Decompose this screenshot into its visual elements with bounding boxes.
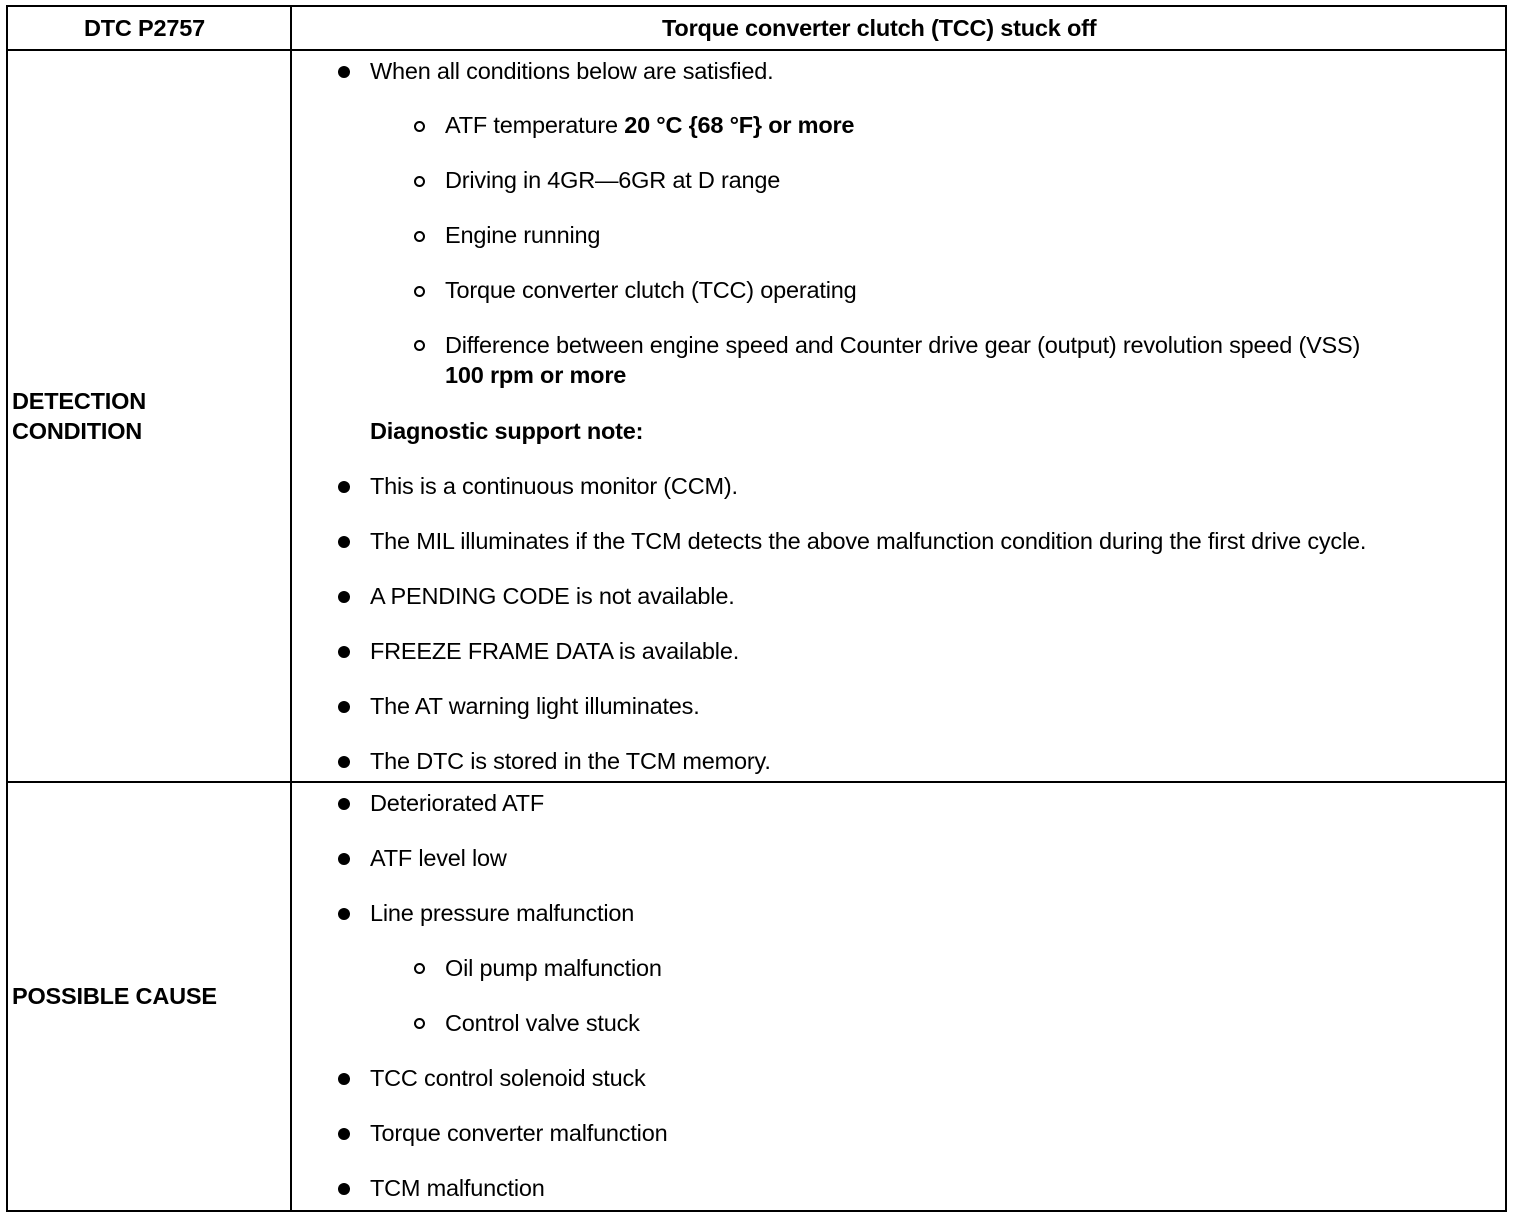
condition-speed-difference-value: 100 rpm or more bbox=[445, 362, 627, 388]
detection-condition-label-line1: DETECTION bbox=[12, 388, 146, 414]
cause-subitem: Oil pump malfunction bbox=[445, 955, 662, 981]
cause-item: Line pressure malfunction bbox=[370, 900, 635, 926]
dtc-code-header: DTC P2757 bbox=[84, 15, 205, 41]
bullet-icon bbox=[338, 908, 350, 920]
note-item: A PENDING CODE is not available. bbox=[370, 583, 735, 609]
cause-item: Deteriorated ATF bbox=[370, 790, 544, 816]
detection-intro: When all conditions below are satisfied. bbox=[370, 58, 774, 84]
bullet-icon bbox=[338, 1073, 350, 1085]
condition-driving: Driving in 4GR—6GR at D range bbox=[445, 167, 781, 193]
note-item: This is a continuous monitor (CCM). bbox=[370, 473, 738, 499]
condition-speed-difference: Difference between engine speed and Counter drive gear (output) revolution speed (VSS) bbox=[445, 332, 1361, 358]
column-divider bbox=[290, 7, 292, 1210]
cause-item: Torque converter malfunction bbox=[370, 1120, 668, 1146]
bullet-icon bbox=[338, 646, 350, 658]
circle-bullet-icon bbox=[414, 231, 425, 242]
row-divider bbox=[8, 781, 1505, 783]
note-item: The DTC is stored in the TCM memory. bbox=[370, 748, 771, 774]
circle-bullet-icon bbox=[414, 340, 425, 351]
condition-atf-prefix: ATF temperature bbox=[445, 112, 625, 138]
bullet-icon bbox=[338, 591, 350, 603]
header-divider bbox=[8, 49, 1505, 51]
cause-item: TCM malfunction bbox=[370, 1175, 545, 1201]
note-item: The MIL illuminates if the TCM detects the above malfunction condition during the first drive cycle. bbox=[370, 528, 1367, 554]
circle-bullet-icon bbox=[414, 176, 425, 187]
condition-engine: Engine running bbox=[445, 222, 601, 248]
possible-cause-label: POSSIBLE CAUSE bbox=[12, 983, 217, 1009]
bullet-icon bbox=[338, 701, 350, 713]
bullet-icon bbox=[338, 481, 350, 493]
bullet-icon bbox=[338, 1183, 350, 1195]
bullet-icon bbox=[338, 66, 350, 78]
cause-subitem: Control valve stuck bbox=[445, 1010, 640, 1036]
diagnostic-note-heading: Diagnostic support note: bbox=[370, 418, 644, 444]
circle-bullet-icon bbox=[414, 121, 425, 132]
bullet-icon bbox=[338, 756, 350, 768]
note-item: The AT warning light illuminates. bbox=[370, 693, 700, 719]
condition-tcc: Torque converter clutch (TCC) operating bbox=[445, 277, 857, 303]
bullet-icon bbox=[338, 853, 350, 865]
note-item: FREEZE FRAME DATA is available. bbox=[370, 638, 740, 664]
bullet-icon bbox=[338, 798, 350, 810]
bullet-icon bbox=[338, 536, 350, 548]
circle-bullet-icon bbox=[414, 1018, 425, 1029]
condition-atf-value: 20 °C {68 °F} or more bbox=[624, 112, 855, 138]
cause-item: TCC control solenoid stuck bbox=[370, 1065, 646, 1091]
condition-atf-temperature bbox=[445, 112, 854, 139]
detection-condition-label-line2: CONDITION bbox=[12, 418, 143, 444]
cause-item: ATF level low bbox=[370, 845, 507, 871]
circle-bullet-icon bbox=[414, 963, 425, 974]
bullet-icon bbox=[338, 1128, 350, 1140]
circle-bullet-icon bbox=[414, 286, 425, 297]
dtc-title-header: Torque converter clutch (TCC) stuck off bbox=[662, 15, 1097, 41]
